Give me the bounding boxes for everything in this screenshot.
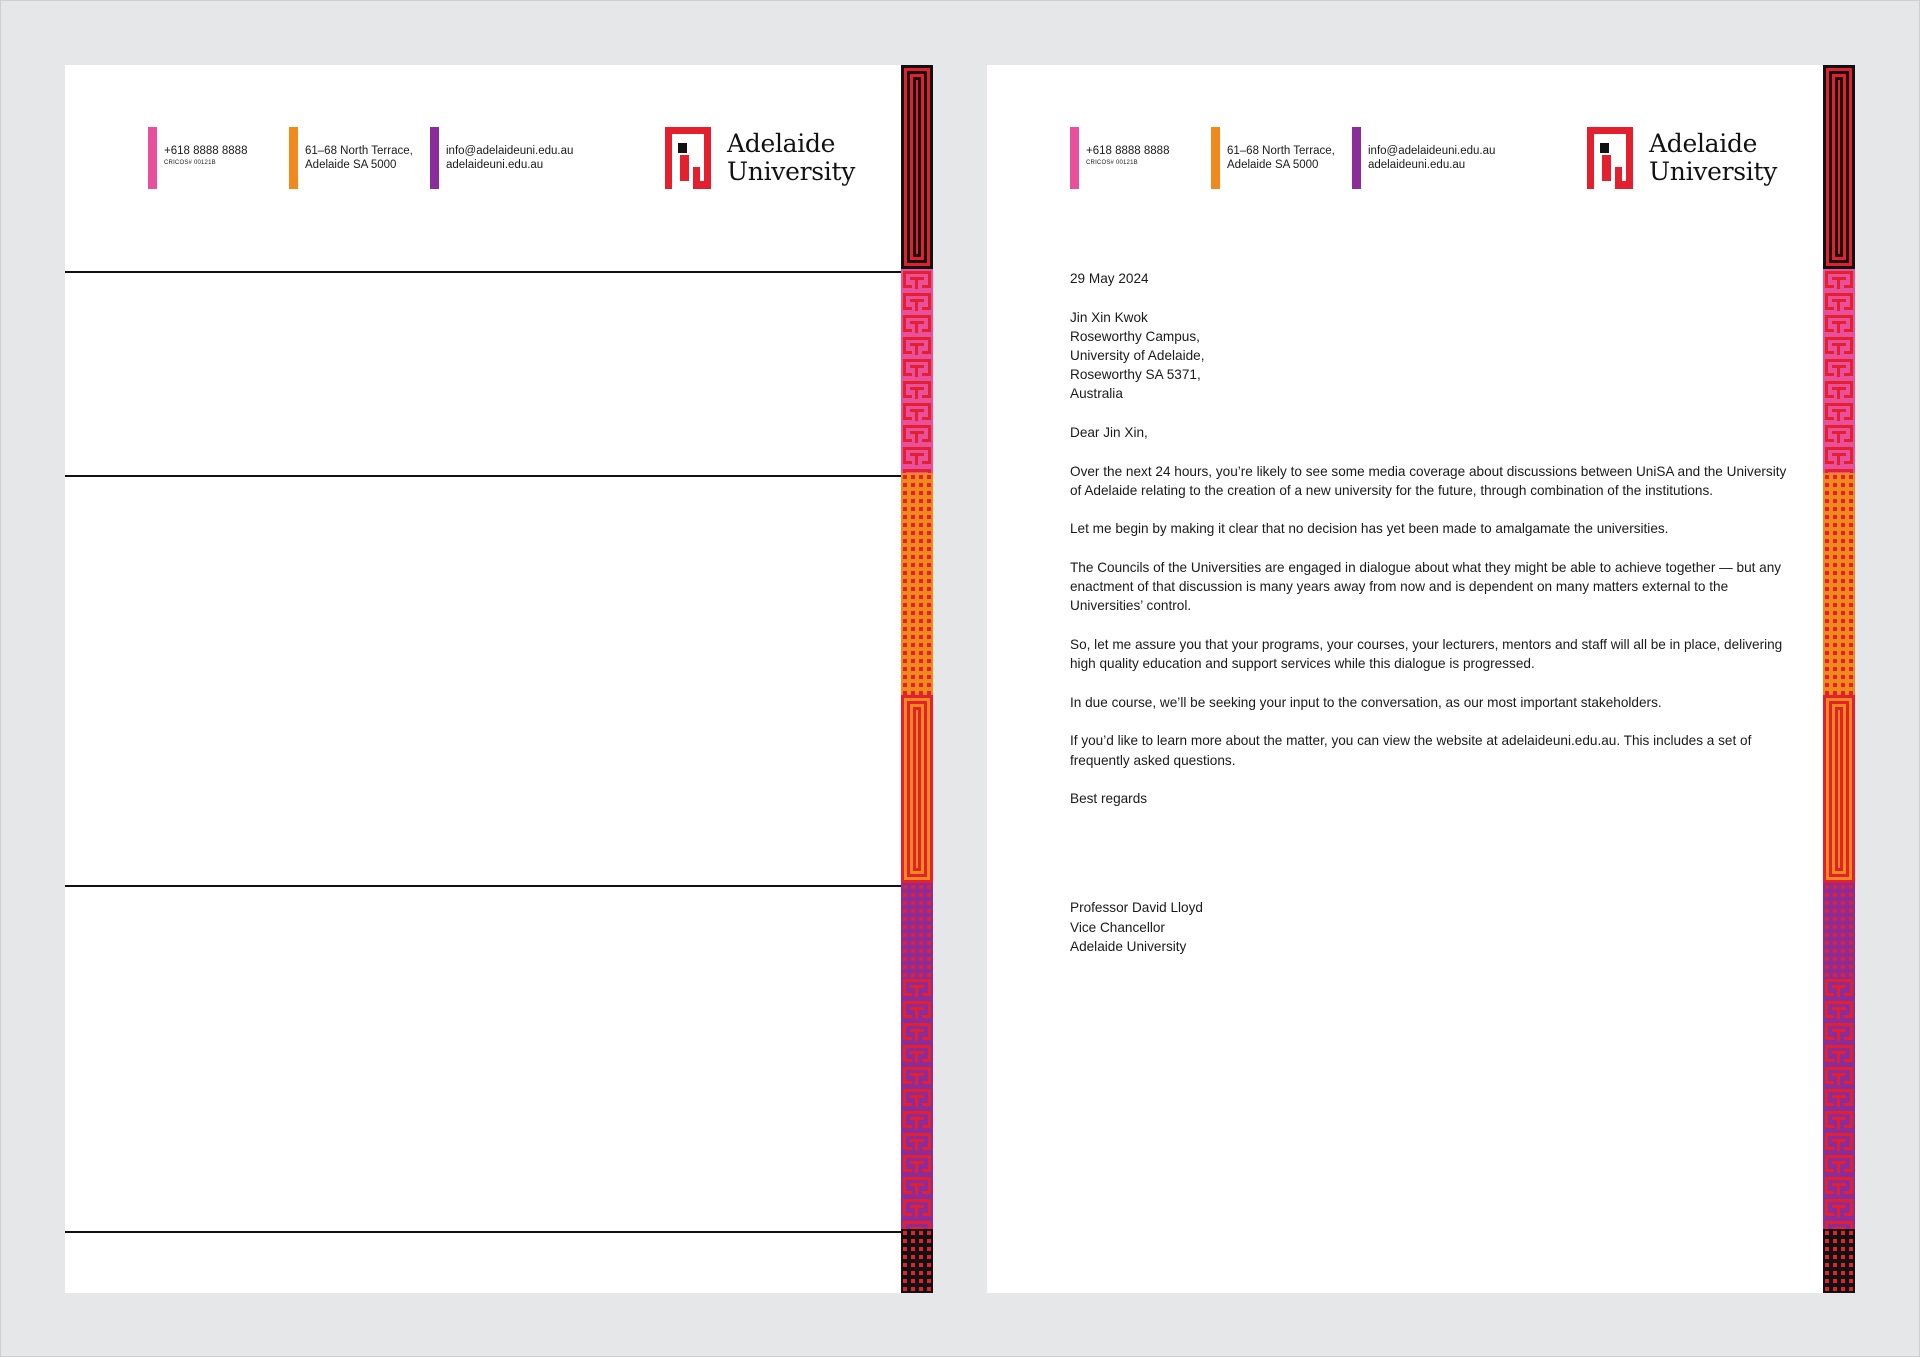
pink-accent-bar xyxy=(1070,127,1079,189)
purple-accent-bar xyxy=(430,127,439,189)
recipient-line: Roseworthy Campus, xyxy=(1070,328,1200,344)
recipient-line: Australia xyxy=(1070,386,1123,402)
fold-line-top xyxy=(65,271,901,273)
fold-line-lower xyxy=(65,885,901,887)
orange-accent-bar xyxy=(1211,127,1220,189)
phone-text: +618 8888 8888 xyxy=(164,145,248,157)
letter-date: 29 May 2024 xyxy=(1070,271,1149,286)
letter-paragraph: Let me begin by making it clear that no decision has yet been made to amalgamate the universities. xyxy=(1070,521,1669,537)
fold-line-bottom xyxy=(65,1231,901,1233)
letter-paragraph: In due course, we’ll be seeking your input to the conversation, as our most important stakeholders. xyxy=(1070,694,1662,710)
address-line-2: Adelaide SA 5000 xyxy=(305,159,397,171)
contact-address xyxy=(289,127,413,189)
letter-paragraph: Over the next 24 hours, you’re likely to see some media coverage about discussions between UniSA and the University of Adelaide relating to the creation of a new university for the future, through combination of the institutions. xyxy=(1070,463,1787,498)
orange-accent-bar xyxy=(289,127,298,189)
address-line-1: 61–68 North Terrace, xyxy=(305,145,413,157)
recipient-line: Jin Xin Kwok xyxy=(1070,309,1148,325)
signature-line: Vice Chancellor xyxy=(1070,919,1165,935)
website-text: adelaideuni.edu.au xyxy=(446,159,544,171)
letter-paragraph: The Councils of the Universities are engaged in dialogue about what they might be able to achieve together — but any enactment of that discussion is many years away from now and is dependent on many matters external to the Universities’ control. xyxy=(1070,559,1782,614)
pattern-strip xyxy=(901,65,933,1293)
salutation: Dear Jin Xin, xyxy=(1070,425,1148,440)
pattern-strip xyxy=(1823,65,1855,1293)
logo-wordmark: Adelaide University xyxy=(1649,129,1778,186)
signature-block xyxy=(1070,898,1790,956)
signature-line: Adelaide University xyxy=(1070,938,1187,954)
signature-line: Professor David Lloyd xyxy=(1070,900,1203,916)
contact-phone xyxy=(1070,127,1169,189)
cricos-text: CRICOS# 00121B xyxy=(164,160,216,166)
address-line-1: 61–68 North Terrace, xyxy=(1227,145,1335,157)
phone-text: +618 8888 8888 xyxy=(1086,145,1170,157)
letter-body xyxy=(1070,269,1790,975)
letterhead-blank-page xyxy=(65,65,933,1293)
recipient-line: Roseworthy SA 5371, xyxy=(1070,367,1201,383)
letter-paragraph: So, let me assure you that your programs, your courses, your lecturers, mentors and staff will all be in place, delivering high quality education and support services while this dialogue is progressed. xyxy=(1070,636,1783,672)
recipient-line: University of Adelaide, xyxy=(1070,348,1205,363)
website-text: adelaideuni.edu.au xyxy=(1368,159,1466,171)
contact-address xyxy=(1211,127,1335,189)
logo-mark-icon xyxy=(665,127,711,189)
purple-accent-bar xyxy=(1352,127,1361,189)
fold-line-upper xyxy=(65,475,901,477)
contact-email xyxy=(1352,127,1495,189)
address-line-2: Adelaide SA 5000 xyxy=(1227,159,1319,171)
logo-mark-icon xyxy=(1587,127,1633,189)
email-text: info@adelaideuni.edu.au xyxy=(446,145,574,157)
closing: Best regards xyxy=(1070,791,1148,807)
contact-email xyxy=(430,127,573,189)
letter-page xyxy=(987,65,1855,1293)
pink-accent-bar xyxy=(148,127,157,189)
email-text: info@adelaideuni.edu.au xyxy=(1368,145,1496,157)
logo-wordmark: Adelaide University xyxy=(727,129,856,186)
letter-paragraph: If you’d like to learn more about the matter, you can view the website at adelaideuni.edu.au. This includes a set of frequently asked questions. xyxy=(1070,733,1752,768)
cricos-text: CRICOS# 00121B xyxy=(1086,160,1138,166)
recipient-address xyxy=(1070,308,1790,404)
contact-phone xyxy=(148,127,247,189)
